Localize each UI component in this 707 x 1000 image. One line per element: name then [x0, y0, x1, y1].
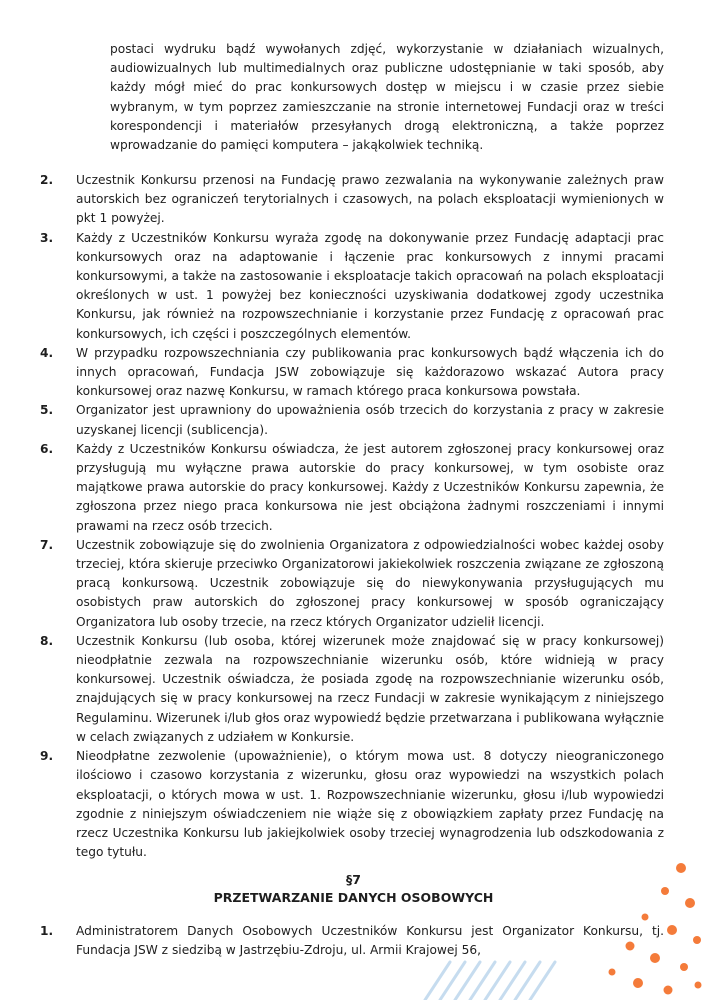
item-number: 7. [40, 537, 54, 552]
continuation-paragraph: postaci wydruku bądź wywołanych zdjęć, wykorzystanie w działaniach wizualnych, audiowizualnych lub multimedialnych oraz publiczne udostępnianie w taki sposób, aby każdy mógł mieć do prac konkursowych dostęp w miejscu i w czasie przez siebie wybranym, w tym poprzez zamieszczanie na stronie internetowej Fundacji oraz w treści korespondencji i materiałów przesyłanych drogą elektroniczną, a także poprzez wprowadzanie do pamięci komputera – jakąkolwiek techniką. [110, 42, 664, 153]
item-number: 2. [40, 173, 54, 187]
item-number: 4. [40, 345, 54, 360]
list-item [40, 440, 664, 536]
regulation-list [40, 171, 664, 862]
item-number: 9. [40, 749, 54, 764]
item-number: 1. [40, 924, 54, 938]
list-item [40, 401, 664, 439]
item-text: W przypadku rozpowszechniania czy publikowania prac konkursowych bądź włączenia ich do innych opracowań, Fundacja JSW zobowiązuje się każdorazowo wskazać Autora pracy konkursowej oraz nazwę Konkursu, w ramach którego praca konkursowa powstała. [76, 345, 664, 399]
item-text: Uczestnik Konkursu przenosi na Fundację prawo zezwalania na wykonywanie zależnych praw autorskich bez ograniczeń terytorialnych i czasowych, na polach eksploatacji wymienionych w pkt 1 powyżej. [76, 173, 664, 226]
section-title: PRZETWARZANIE DANYCH OSOBOWYCH [213, 890, 494, 905]
item-text: Każdy z Uczestników Konkursu oświadcza, że jest autorem zgłoszonej pracy konkursowej oraz przysługują mu wyłączne prawa autorskie do pracy konkursowej, w tym osobiste oraz majątkowe prawa autorskie do pracy konkursowej. Każdy z Uczestników Konkursu zapewnia, że zgłoszona przez niego praca konkursowa nie jest obciążona żadnymi roszczeniami i innymi prawami na rzecz osób trzecich. [76, 441, 664, 533]
list-item [40, 922, 664, 960]
list-item [40, 344, 664, 402]
list-item [40, 229, 664, 344]
item-text: Nieodpłatne zezwolenie (upoważnienie), o którym mowa ust. 8 dotyczy nieograniczonego ilościowo i czasowo korzystania z wizerunku, głosu oraz wypowiedzi na wszystkich polach eksploatacji, o których mowa w ust. 1. Rozpowszechnianie wizerunku, głosu i/lub wypowiedzi zgodnie z niniejszym oświadczeniem nie wiąże się z obowiązkiem zapłaty przez Fundację na rzecz Uczestnika Konkursu lub jakiejkolwiek osoby trzeciej wynagrodzenia lub odszkodowania z tego tytułu. [76, 749, 664, 860]
item-number: 5. [40, 403, 54, 418]
section-number: §7 [346, 872, 361, 887]
decorative-lines [425, 962, 555, 1000]
item-text: Uczestnik Konkursu (lub osoba, której wizerunek może znajdować się w pracy konkursowej) nieodpłatnie zezwala na rozpowszechnianie wizerunku osób, które widnieją w pracy konkursowej. Uczestnik oświadcza, że posiada zgodę na rozpowszechnianie wizerunku osób, znajdujących się w pracy konkursowej na rzecz Fundacji w zakresie wynikającym z niniejszego Regulaminu. Wizerunek i/lub głos oraz wypowiedź będzie przetwarzana i publikowana wyłącznie w celach związanych z udziałem w Konkursie. [76, 633, 664, 744]
list-item [40, 747, 664, 862]
item-text: Każdy z Uczestników Konkursu wyraża zgodę na dokonywanie przez Fundację adaptacji prac konkursowych oraz na adaptowanie i łączenie prac konkursowych z innymi pracami konkursowymi, a także na zastosowanie i eksploatacje takich opracowań na polach eksploatacji określonych w ust. 1 powyżej bez konieczności uzyskiwania dodatkowej zgody uczestnika Konkursu, jak również na rozpowszechnianie i korzystanie przez Fundację z opracowań prac konkursowych, ich części i poszczególnych elementów. [76, 230, 664, 341]
section-list [40, 922, 664, 960]
list-item [40, 171, 664, 229]
item-text: Organizator jest uprawniony do upoważnienia osób trzecich do korzystania z pracy w zakresie uzyskanej licencji (sublicencja). [76, 403, 664, 437]
item-number: 3. [40, 230, 54, 245]
item-text: Uczestnik zobowiązuje się do zwolnienia Organizatora z odpowiedzialności wobec każdej osoby trzeciej, która skieruje przeciwko Organizatorowi jakiekolwiek roszczenia związane ze zgłoszoną pracą konkursową. Uczestnik zobowiązuje się do niewykonywania przysługujących mu osobistych praw autorskich do zgłoszonej pracy konkursowej w sposób ograniczający Organizatora lub osoby trzecie, na rzecz których Organizator udzielił licencji. [76, 537, 664, 629]
item-number: 6. [40, 441, 54, 456]
item-text: Administratorem Danych Osobowych Uczestników Konkursu jest Organizator Konkursu, tj. Fundacja JSW z siedzibą w Jastrzębiu-Zdroju, ul. Armii Krajowej 56, [76, 924, 664, 958]
list-item [40, 632, 664, 747]
item-number: 8. [40, 633, 54, 648]
list-item [40, 536, 664, 632]
